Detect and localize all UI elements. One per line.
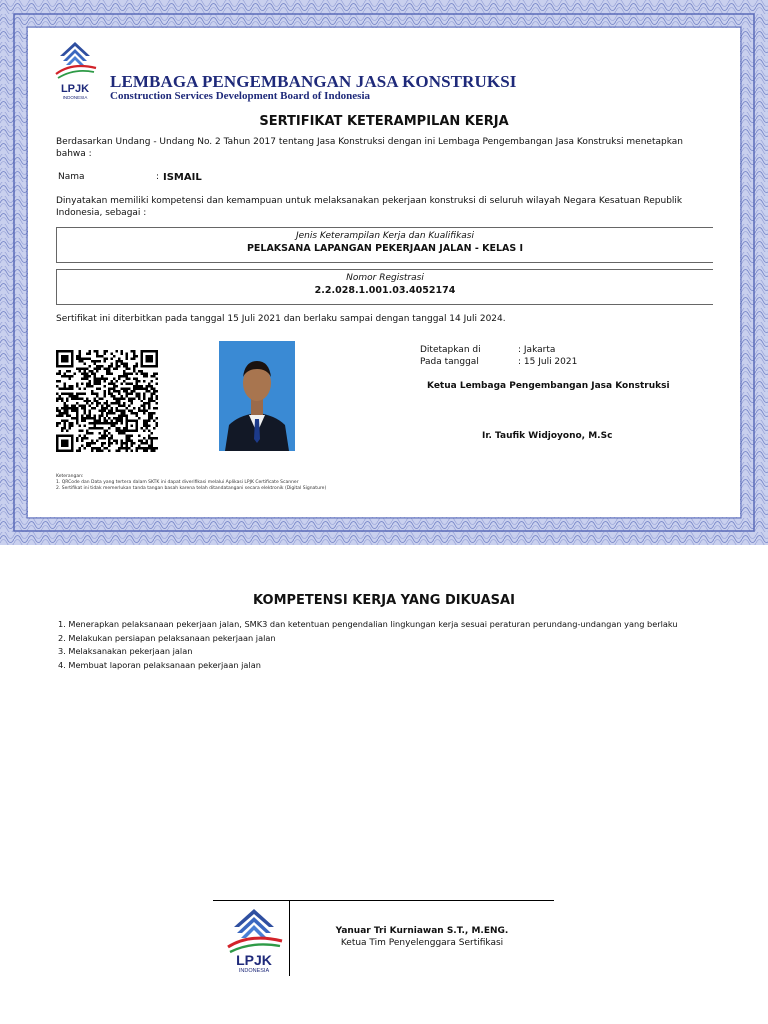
statement-text: Dinyatakan memiliki kompetensi dan kemampuan untuk melaksanakan pekerjaan konstruksi di seluruh wilayah Negara Kesatuan Republik Indonesia, sebagai :: [56, 196, 683, 218]
date-label: Pada tanggal: [420, 357, 479, 367]
name-colon: :: [156, 172, 160, 182]
name-label: Nama: [58, 172, 85, 182]
competency-list: [58, 618, 678, 672]
skill-box: [56, 227, 713, 263]
svg-text:INDONESIA: INDONESIA: [238, 968, 270, 973]
org-name-english: Construction Services Development Board of Indonesia: [110, 90, 371, 102]
competency-title: KOMPETENSI KERJA YANG DIKUASAI: [253, 593, 515, 608]
list-item: 4. Membuat laporan pelaksanaan pekerjaan jalan: [58, 659, 261, 670]
registration-box: [56, 269, 713, 305]
issued-at-value: : Jakarta: [518, 345, 556, 355]
qr-code[interactable]: [56, 350, 158, 452]
note-1: 1. QRCode dan Data yang tertera dalam SKTK ini dapat diverifikasi melalui Aplikasi LPJK Certificate Scanner: [56, 480, 299, 485]
registration-number: 2.2.028.1.001.03.4052174: [314, 285, 456, 296]
footer-divider: [213, 900, 554, 901]
skill-caption: Jenis Keterampilan Kerja dan Kualifikasi: [295, 231, 474, 241]
issued-at-label: Ditetapkan di: [420, 345, 481, 355]
svg-text:LPJK: LPJK: [60, 83, 90, 95]
skill-value: PELAKSANA LAPANGAN PEKERJAAN JALAN - KELAS I: [246, 243, 524, 254]
date-value: : 15 Juli 2021: [518, 357, 578, 367]
list-item: 1. Menerapkan pelaksanaan pekerjaan jalan, SMK3 dan ketentuan pengendalian lingkungan kerja sesuai peraturan perundang-undangan yang berlaku: [58, 619, 678, 629]
org-name: LEMBAGA PENGEMBANGAN JASA KONSTRUKSI: [110, 72, 517, 91]
chair-title: Ketua Lembaga Pengembangan Jasa Konstruksi: [427, 381, 670, 391]
intro-text: Berdasarkan Undang - Undang No. 2 Tahun 2017 tentang Jasa Konstruksi dengan ini Lembaga Pengembangan Jasa Konstruksi menetapkan bahwa :: [56, 137, 683, 159]
lpjk-logo: [52, 38, 98, 102]
footer-lpjk-logo: [222, 905, 286, 973]
note-2: 2. Sertifikat ini tidak memerlukan tanda tangan basah karena telah ditandatangani secara elektronik (Digital Signature): [56, 486, 327, 491]
holder-photo: [219, 341, 295, 451]
certificate-title: SERTIFIKAT KETERAMPILAN KERJA: [259, 114, 509, 129]
list-item: 3. Melaksanakan pekerjaan jalan: [58, 646, 193, 656]
signer-name: Ir. Taufik Widjoyono, M.Sc: [482, 431, 613, 441]
svg-text:INDONESIA: INDONESIA: [62, 95, 88, 100]
footer-signer-title: Ketua Tim Penyelenggara Sertifikasi: [340, 938, 504, 948]
svg-text:LPJK: LPJK: [236, 952, 272, 968]
validity-text: Sertifikat ini diterbitkan pada tanggal 15 Juli 2021 dan berlaku sampai dengan tanggal 14 Juli 2024.: [56, 314, 506, 324]
footer-signer-name: Yanuar Tri Kurniawan S.T., M.ENG.: [335, 926, 509, 936]
notes-title: Keterangan:: [56, 474, 84, 479]
list-item: 2. Melakukan persiapan pelaksanaan pekerjaan jalan: [58, 632, 276, 643]
holder-name: ISMAIL: [163, 172, 202, 183]
registration-caption: Nomor Registrasi: [346, 273, 424, 283]
